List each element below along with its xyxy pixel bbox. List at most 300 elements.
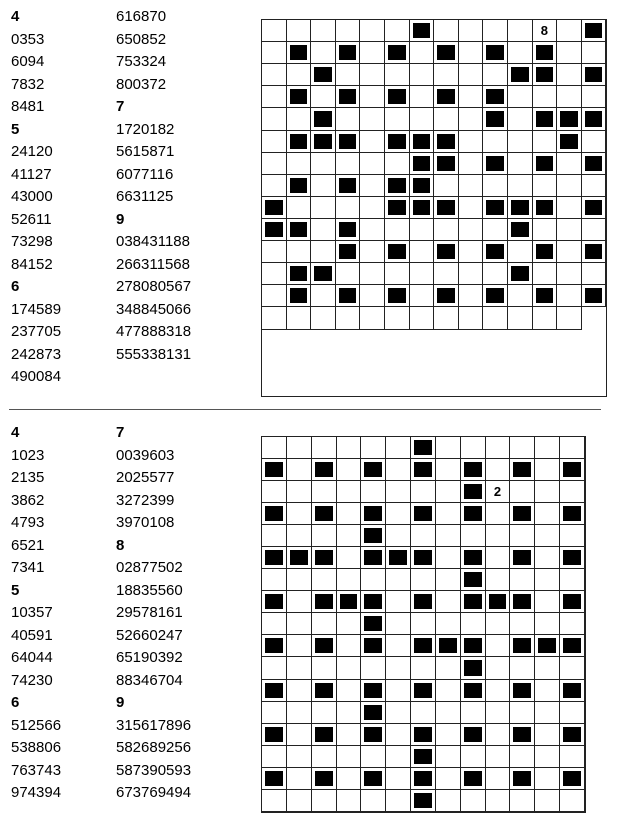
grid-cell[interactable] <box>436 613 461 635</box>
grid-cell[interactable] <box>262 657 287 679</box>
grid-cell[interactable] <box>312 525 337 547</box>
grid-cell[interactable] <box>483 263 508 285</box>
grid-cell[interactable] <box>386 768 411 790</box>
grid-cell[interactable] <box>535 657 560 679</box>
black-cell <box>560 768 585 790</box>
grid-cell[interactable] <box>486 657 511 679</box>
grid-cell[interactable] <box>459 42 484 64</box>
grid-cell[interactable] <box>535 503 560 525</box>
grid-cell[interactable] <box>262 307 287 329</box>
grid-cell[interactable] <box>582 42 607 64</box>
grid-cell[interactable] <box>360 20 385 42</box>
grid-cell[interactable] <box>510 569 535 591</box>
grid-cell[interactable] <box>386 459 411 481</box>
grid-cell[interactable] <box>410 263 435 285</box>
grid-cell[interactable] <box>557 197 582 219</box>
grid-cell[interactable] <box>486 702 511 724</box>
grid-cell[interactable] <box>434 219 459 241</box>
grid-cell[interactable] <box>560 569 585 591</box>
black-cell <box>287 175 312 197</box>
grid-cell[interactable] <box>560 657 585 679</box>
grid-cell[interactable] <box>287 790 312 812</box>
grid-cell[interactable] <box>461 790 486 812</box>
grid-cell[interactable] <box>461 437 486 459</box>
grid-cell[interactable] <box>312 746 337 768</box>
grid-cell[interactable] <box>459 153 484 175</box>
grid-cell[interactable] <box>386 613 411 635</box>
grid-cell[interactable] <box>582 86 607 108</box>
grid-cell[interactable] <box>287 64 312 86</box>
grid-cell[interactable] <box>436 525 461 547</box>
grid-cell[interactable] <box>360 108 385 130</box>
grid-cell[interactable] <box>385 64 410 86</box>
grid-cell[interactable] <box>486 680 511 702</box>
grid-cell[interactable] <box>360 307 385 329</box>
grid-cell[interactable] <box>459 131 484 153</box>
grid-cell[interactable] <box>486 481 511 503</box>
grid-cell[interactable] <box>410 64 435 86</box>
grid-cell[interactable] <box>336 263 361 285</box>
grid-cell[interactable] <box>459 241 484 263</box>
grid-cell[interactable] <box>434 263 459 285</box>
grid-cell[interactable] <box>508 241 533 263</box>
grid-cell[interactable] <box>287 591 312 613</box>
grid-cell[interactable] <box>386 503 411 525</box>
grid-cell[interactable] <box>336 108 361 130</box>
grid-cell[interactable] <box>459 86 484 108</box>
grid-cell[interactable] <box>533 219 558 241</box>
grid-cell[interactable] <box>533 20 558 42</box>
grid-cell[interactable] <box>287 680 312 702</box>
grid-cell[interactable] <box>582 131 607 153</box>
grid-cell[interactable] <box>510 790 535 812</box>
grid-cell[interactable] <box>386 635 411 657</box>
grid-cell[interactable] <box>386 525 411 547</box>
grid-cell[interactable] <box>262 437 287 459</box>
grid-cell[interactable] <box>486 746 511 768</box>
grid-cell[interactable] <box>287 503 312 525</box>
grid-cell[interactable] <box>411 613 436 635</box>
grid-cell[interactable] <box>560 525 585 547</box>
grid-cell[interactable] <box>557 263 582 285</box>
grid-cell[interactable] <box>436 459 461 481</box>
grid-cell[interactable] <box>386 746 411 768</box>
grid-cell[interactable] <box>360 175 385 197</box>
grid-cell[interactable] <box>436 680 461 702</box>
grid-cell[interactable] <box>386 569 411 591</box>
grid-cell[interactable] <box>508 108 533 130</box>
grid-cell[interactable] <box>461 525 486 547</box>
grid-cell[interactable] <box>436 437 461 459</box>
grid-cell[interactable] <box>510 437 535 459</box>
grid-cell[interactable] <box>336 307 361 329</box>
grid-cell[interactable] <box>337 680 362 702</box>
grid-cell[interactable] <box>386 702 411 724</box>
grid-cell[interactable] <box>287 437 312 459</box>
grid-cell[interactable] <box>311 86 336 108</box>
grid-cell[interactable] <box>337 481 362 503</box>
grid-cell[interactable] <box>262 746 287 768</box>
grid-cell[interactable] <box>311 42 336 64</box>
grid-cell[interactable] <box>337 768 362 790</box>
grid-cell[interactable] <box>483 131 508 153</box>
grid-cell[interactable] <box>486 724 511 746</box>
grid-cell[interactable] <box>311 20 336 42</box>
grid-cell[interactable] <box>557 307 582 329</box>
grid-cell[interactable] <box>262 702 287 724</box>
grid-cell[interactable] <box>337 525 362 547</box>
grid-cell[interactable] <box>582 263 607 285</box>
grid-cell[interactable] <box>411 525 436 547</box>
grid-cell[interactable] <box>337 613 362 635</box>
grid-cell[interactable] <box>262 131 287 153</box>
grid-cell[interactable] <box>510 702 535 724</box>
grid-cell[interactable] <box>436 481 461 503</box>
grid-cell[interactable] <box>510 746 535 768</box>
grid-cell[interactable] <box>262 790 287 812</box>
grid-cell[interactable] <box>287 569 312 591</box>
grid-cell[interactable] <box>560 481 585 503</box>
grid-cell[interactable] <box>385 307 410 329</box>
black-cell <box>385 197 410 219</box>
grid-cell[interactable] <box>436 547 461 569</box>
grid-cell[interactable] <box>262 481 287 503</box>
grid-cell[interactable] <box>386 591 411 613</box>
grid-cell[interactable] <box>486 437 511 459</box>
grid-cell[interactable] <box>436 790 461 812</box>
black-cell <box>312 724 337 746</box>
grid-cell[interactable] <box>262 525 287 547</box>
grid-cell[interactable] <box>360 64 385 86</box>
grid-cell[interactable] <box>582 175 607 197</box>
grid-cell[interactable] <box>508 131 533 153</box>
grid-cell[interactable] <box>361 790 386 812</box>
grid-cell[interactable] <box>287 702 312 724</box>
grid-cell[interactable] <box>336 153 361 175</box>
grid-cell[interactable] <box>486 768 511 790</box>
black-cell <box>262 724 287 746</box>
grid-cell[interactable] <box>483 175 508 197</box>
grid-cell[interactable] <box>262 613 287 635</box>
grid-cell[interactable] <box>386 790 411 812</box>
grid-cell[interactable] <box>337 569 362 591</box>
grid-cell[interactable] <box>337 724 362 746</box>
grid-cell[interactable] <box>360 285 385 307</box>
grid-cell[interactable] <box>533 263 558 285</box>
grid-cell[interactable] <box>436 569 461 591</box>
grid-cell[interactable] <box>410 219 435 241</box>
grid-cell[interactable] <box>486 613 511 635</box>
grid-cell[interactable] <box>410 307 435 329</box>
grid-cell[interactable] <box>262 263 287 285</box>
grid-cell[interactable] <box>386 724 411 746</box>
grid-cell[interactable] <box>436 503 461 525</box>
grid-cell[interactable] <box>533 86 558 108</box>
grid-cell[interactable] <box>535 613 560 635</box>
grid-cell[interactable] <box>486 790 511 812</box>
grid-cell[interactable] <box>486 525 511 547</box>
grid-cell[interactable] <box>287 657 312 679</box>
grid-cell[interactable] <box>410 86 435 108</box>
grid-cell[interactable] <box>360 241 385 263</box>
grid-cell[interactable] <box>508 86 533 108</box>
grid-cell[interactable] <box>436 768 461 790</box>
black-cell <box>510 591 535 613</box>
grid-cell[interactable] <box>557 175 582 197</box>
grid-cell[interactable] <box>411 657 436 679</box>
grid-cell[interactable] <box>535 680 560 702</box>
grid-cell[interactable] <box>360 219 385 241</box>
grid-cell[interactable] <box>459 285 484 307</box>
number-entry: 1720182 <box>116 120 175 138</box>
grid-cell[interactable] <box>434 108 459 130</box>
grid-cell[interactable] <box>262 241 287 263</box>
grid-cell[interactable] <box>510 613 535 635</box>
grid-cell[interactable] <box>533 307 558 329</box>
grid-cell[interactable] <box>533 131 558 153</box>
grid-cell[interactable] <box>459 263 484 285</box>
grid-cell[interactable] <box>508 20 533 42</box>
grid-cell[interactable] <box>486 635 511 657</box>
grid-cell[interactable] <box>535 525 560 547</box>
grid-cell[interactable] <box>287 724 312 746</box>
grid-cell[interactable] <box>360 197 385 219</box>
grid-cell[interactable] <box>434 175 459 197</box>
grid-cell[interactable] <box>311 219 336 241</box>
grid-cell[interactable] <box>262 285 287 307</box>
grid-cell[interactable] <box>385 263 410 285</box>
grid-cell[interactable] <box>557 42 582 64</box>
grid-cell[interactable] <box>434 307 459 329</box>
grid-cell[interactable] <box>360 131 385 153</box>
grid-cell[interactable] <box>337 547 362 569</box>
grid-cell[interactable] <box>312 437 337 459</box>
grid-cell[interactable] <box>459 108 484 130</box>
grid-cell[interactable] <box>311 175 336 197</box>
grid-cell[interactable] <box>360 153 385 175</box>
grid-cell[interactable] <box>582 219 607 241</box>
grid-cell[interactable] <box>557 219 582 241</box>
grid-cell[interactable] <box>312 569 337 591</box>
grid-cell[interactable] <box>486 503 511 525</box>
grid-cell[interactable] <box>535 702 560 724</box>
grid-cell[interactable] <box>337 702 362 724</box>
grid-cell[interactable] <box>287 613 312 635</box>
grid-cell[interactable] <box>337 746 362 768</box>
grid-cell[interactable] <box>560 790 585 812</box>
grid-cell[interactable] <box>557 285 582 307</box>
grid-cell[interactable] <box>361 569 386 591</box>
grid-cell[interactable] <box>557 86 582 108</box>
grid-cell[interactable] <box>311 197 336 219</box>
grid-cell[interactable] <box>557 241 582 263</box>
grid-cell[interactable] <box>360 263 385 285</box>
grid-cell[interactable] <box>410 285 435 307</box>
grid-cell[interactable] <box>459 307 484 329</box>
word-list-column-1 <box>11 422 111 805</box>
grid-cell[interactable] <box>508 307 533 329</box>
grid-cell[interactable] <box>410 241 435 263</box>
grid-cell[interactable] <box>560 437 585 459</box>
grid-cell[interactable] <box>385 20 410 42</box>
grid-cell[interactable] <box>557 20 582 42</box>
grid-cell[interactable] <box>262 108 287 130</box>
grid-cell[interactable] <box>337 437 362 459</box>
black-cell <box>336 42 361 64</box>
grid-cell[interactable] <box>459 197 484 219</box>
grid-cell[interactable] <box>287 635 312 657</box>
grid-cell[interactable] <box>486 459 511 481</box>
grid-cell[interactable] <box>483 20 508 42</box>
grid-cell[interactable] <box>336 64 361 86</box>
grid-cell[interactable] <box>410 42 435 64</box>
grid-cell[interactable] <box>287 197 312 219</box>
grid-cell[interactable] <box>459 175 484 197</box>
grid-cell[interactable] <box>385 153 410 175</box>
grid-cell[interactable] <box>510 525 535 547</box>
grid-cell[interactable] <box>287 459 312 481</box>
grid-cell[interactable] <box>311 307 336 329</box>
grid-cell[interactable] <box>287 241 312 263</box>
grid-cell[interactable] <box>287 525 312 547</box>
grid-cell[interactable] <box>535 746 560 768</box>
grid-cell[interactable] <box>508 285 533 307</box>
number-entry: 673769494 <box>116 784 192 801</box>
grid-cell[interactable] <box>533 175 558 197</box>
number-entry: 65190392 <box>116 649 183 666</box>
grid-cell[interactable] <box>361 657 386 679</box>
grid-cell[interactable] <box>337 790 362 812</box>
grid-cell[interactable] <box>436 657 461 679</box>
grid-cell[interactable] <box>560 702 585 724</box>
grid-cell[interactable] <box>410 108 435 130</box>
grid-cell[interactable] <box>287 746 312 768</box>
grid-cell[interactable] <box>385 219 410 241</box>
grid-cell[interactable] <box>535 790 560 812</box>
grid-cell[interactable] <box>557 64 582 86</box>
grid-cell[interactable] <box>535 459 560 481</box>
grid-cell[interactable] <box>434 20 459 42</box>
grid-cell[interactable] <box>535 481 560 503</box>
grid-cell[interactable] <box>312 702 337 724</box>
grid-cell[interactable] <box>483 64 508 86</box>
grid-cell[interactable] <box>411 702 436 724</box>
grid-cell[interactable] <box>262 569 287 591</box>
grid-cell[interactable] <box>262 175 287 197</box>
grid-cell[interactable] <box>535 768 560 790</box>
grid-cell[interactable] <box>360 86 385 108</box>
grid-cell[interactable] <box>461 746 486 768</box>
grid-cell[interactable] <box>386 481 411 503</box>
grid-cell[interactable] <box>312 790 337 812</box>
grid-cell[interactable] <box>535 437 560 459</box>
grid-cell[interactable] <box>361 746 386 768</box>
grid-cell[interactable] <box>386 680 411 702</box>
grid-cell[interactable] <box>483 219 508 241</box>
grid-cell[interactable] <box>436 591 461 613</box>
grid-cell[interactable] <box>337 657 362 679</box>
grid-cell[interactable] <box>434 64 459 86</box>
grid-cell[interactable] <box>508 42 533 64</box>
grid-cell[interactable] <box>336 197 361 219</box>
grid-cell[interactable] <box>535 547 560 569</box>
black-cell <box>461 680 486 702</box>
grid-cell[interactable] <box>337 459 362 481</box>
grid-cell[interactable] <box>508 175 533 197</box>
grid-cell[interactable] <box>311 153 336 175</box>
grid-cell[interactable] <box>436 746 461 768</box>
grid-cell[interactable] <box>287 307 312 329</box>
grid-cell[interactable] <box>535 569 560 591</box>
number-entry: 6094 <box>11 53 45 70</box>
grid-cell[interactable] <box>287 108 312 130</box>
divider <box>9 409 601 410</box>
grid-cell[interactable] <box>560 746 585 768</box>
grid-cell[interactable] <box>361 481 386 503</box>
black-cell <box>336 175 361 197</box>
grid-cell[interactable] <box>508 153 533 175</box>
grid-cell[interactable] <box>510 657 535 679</box>
grid-cell[interactable] <box>486 547 511 569</box>
grid-cell[interactable] <box>312 613 337 635</box>
grid-cell[interactable] <box>483 307 508 329</box>
black-cell <box>312 591 337 613</box>
grid-cell[interactable] <box>535 591 560 613</box>
grid-cell[interactable] <box>287 153 312 175</box>
grid-cell[interactable] <box>262 153 287 175</box>
grid-cell[interactable] <box>287 481 312 503</box>
grid-cell[interactable] <box>385 108 410 130</box>
grid-cell[interactable] <box>360 42 385 64</box>
grid-cell[interactable] <box>337 635 362 657</box>
grid-cell[interactable] <box>386 657 411 679</box>
grid-cell[interactable] <box>287 768 312 790</box>
black-cell <box>557 131 582 153</box>
grid-cell[interactable] <box>262 20 287 42</box>
grid-cell[interactable] <box>560 613 585 635</box>
grid-cell[interactable] <box>411 569 436 591</box>
grid-cell[interactable] <box>459 20 484 42</box>
grid-cell[interactable] <box>311 285 336 307</box>
grid-cell[interactable] <box>336 20 361 42</box>
grid-cell[interactable] <box>386 437 411 459</box>
grid-cell[interactable] <box>312 657 337 679</box>
grid-cell[interactable] <box>262 64 287 86</box>
grid-cell[interactable] <box>459 64 484 86</box>
black-cell <box>336 241 361 263</box>
black-cell <box>510 724 535 746</box>
grid-cell[interactable] <box>337 503 362 525</box>
grid-cell[interactable] <box>535 724 560 746</box>
black-cell <box>510 547 535 569</box>
grid-cell[interactable] <box>436 724 461 746</box>
grid-cell[interactable] <box>262 86 287 108</box>
grid-cell[interactable] <box>311 241 336 263</box>
grid-cell[interactable] <box>557 153 582 175</box>
grid-cell[interactable] <box>312 481 337 503</box>
grid-cell[interactable] <box>361 437 386 459</box>
grid-cell[interactable] <box>461 613 486 635</box>
black-cell <box>411 635 436 657</box>
grid-cell[interactable] <box>436 702 461 724</box>
grid-cell[interactable] <box>262 42 287 64</box>
grid-cell[interactable] <box>411 481 436 503</box>
grid-cell[interactable] <box>486 569 511 591</box>
grid-cell[interactable] <box>287 20 312 42</box>
grid-cell[interactable] <box>510 481 535 503</box>
grid-cell[interactable] <box>459 219 484 241</box>
grid-cell[interactable] <box>461 702 486 724</box>
